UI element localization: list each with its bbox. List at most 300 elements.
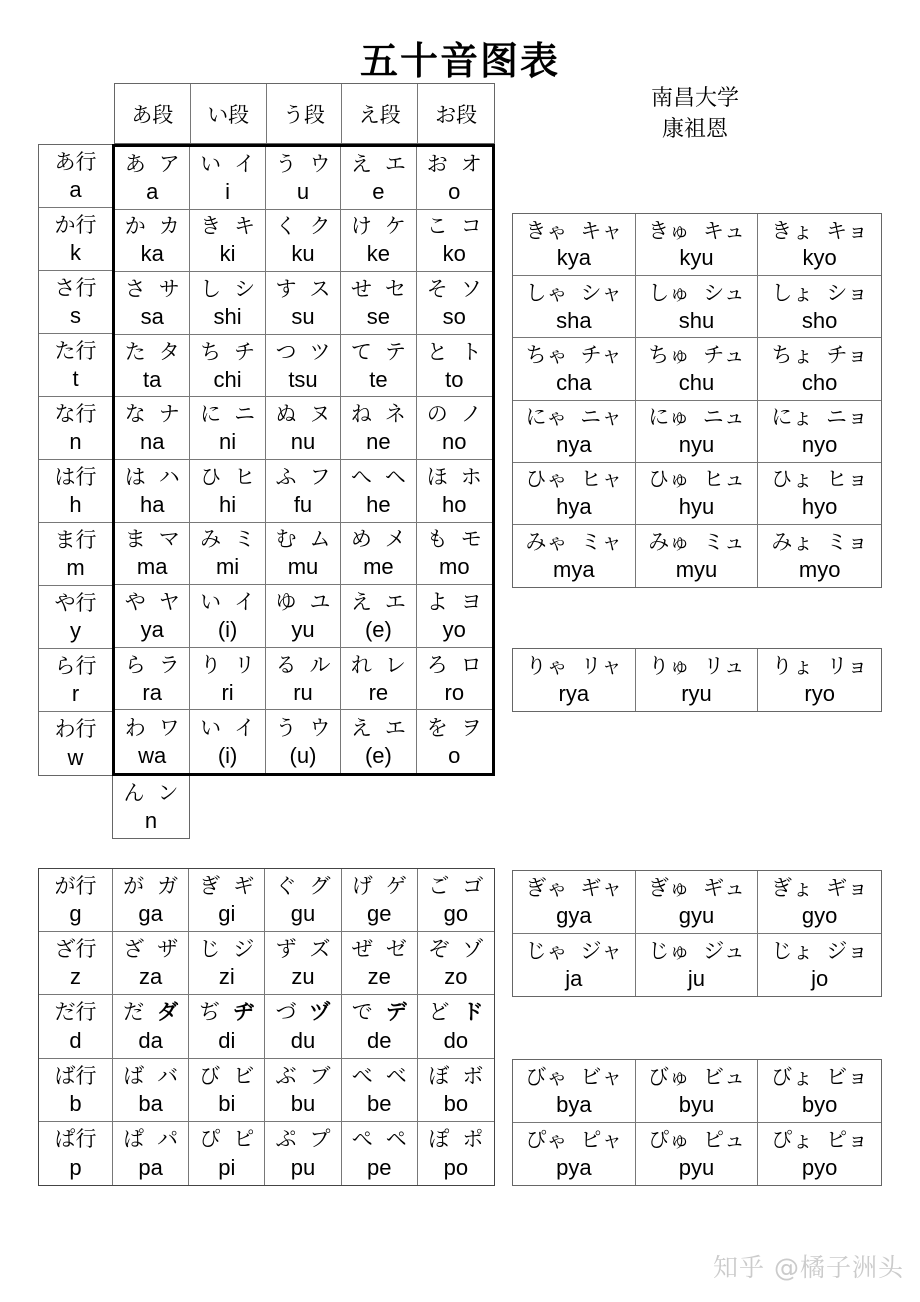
row-header-letter: s bbox=[70, 303, 81, 328]
kana-cell bbox=[758, 1060, 881, 1123]
katakana-glyph: ニ bbox=[234, 402, 256, 427]
hiragana-glyph: わ bbox=[124, 715, 146, 740]
katakana-glyph: ボ bbox=[462, 1063, 484, 1088]
kana-pair bbox=[200, 277, 255, 301]
hiragana-glyph: じゃ bbox=[525, 938, 568, 963]
katakana-glyph: キ bbox=[234, 214, 256, 239]
hiragana-glyph: ぞ bbox=[428, 937, 450, 962]
hiragana-glyph: ちゃ bbox=[525, 343, 568, 368]
romaji-label: ha bbox=[139, 491, 165, 517]
katakana-glyph: ユ bbox=[309, 590, 331, 615]
kana-pair bbox=[275, 340, 330, 364]
main-kana-table bbox=[112, 144, 495, 776]
kana-pair bbox=[648, 343, 744, 367]
katakana-glyph: キュ bbox=[702, 218, 745, 243]
katakana-glyph: ビャ bbox=[580, 1064, 623, 1089]
kana-pair bbox=[352, 1064, 407, 1088]
katakana-glyph: ゲ bbox=[385, 874, 407, 899]
row-header-cell bbox=[39, 586, 112, 649]
kana-cell bbox=[265, 869, 341, 932]
romaji-label: wa bbox=[138, 742, 167, 768]
katakana-glyph: ジ bbox=[233, 937, 255, 962]
kana-pair bbox=[351, 340, 406, 364]
kana-cell bbox=[417, 585, 492, 648]
hiragana-glyph: も bbox=[426, 527, 448, 552]
hiragana-glyph: きょ bbox=[771, 218, 814, 243]
romaji-label: so bbox=[442, 303, 466, 329]
hiragana-glyph: く bbox=[275, 214, 297, 239]
hiragana-glyph: みゃ bbox=[525, 529, 568, 554]
row-header-cell bbox=[39, 649, 112, 712]
kana-pair bbox=[125, 527, 180, 551]
kana-cell bbox=[341, 397, 416, 460]
row-header-letter: w bbox=[67, 744, 84, 770]
kana-pair bbox=[125, 716, 180, 740]
kana-cell bbox=[266, 460, 341, 523]
kana-cell bbox=[758, 934, 881, 997]
row-header-cell bbox=[39, 1059, 113, 1122]
kana-pair bbox=[525, 1065, 622, 1089]
column-header-cell: う段 bbox=[267, 84, 343, 143]
kana-pair bbox=[351, 465, 406, 489]
hiragana-glyph: し bbox=[200, 277, 222, 302]
hiragana-glyph: ひょ bbox=[771, 467, 814, 492]
romaji-label: mya bbox=[553, 556, 595, 582]
kana-pair bbox=[428, 1000, 483, 1024]
p-b-youon-table bbox=[512, 1059, 882, 1186]
hiragana-glyph: ひ bbox=[200, 464, 222, 489]
hiragana-glyph: に bbox=[200, 402, 222, 427]
kana-pair bbox=[275, 465, 330, 489]
katakana-glyph: ニャ bbox=[580, 405, 623, 430]
romaji-label: ku bbox=[291, 241, 315, 267]
romaji-label: hyo bbox=[801, 494, 838, 520]
katakana-glyph: ジュ bbox=[703, 938, 745, 963]
hiragana-glyph: な bbox=[124, 402, 146, 427]
romaji-label: n bbox=[144, 808, 158, 833]
romaji-label: nyu bbox=[678, 431, 715, 457]
romaji-label: ru bbox=[293, 679, 313, 705]
hiragana-glyph: め bbox=[350, 527, 372, 552]
romaji-label: se bbox=[366, 303, 391, 329]
kana-pair bbox=[125, 214, 180, 238]
kana-pair bbox=[275, 937, 330, 961]
hiragana-glyph: みゅ bbox=[648, 529, 691, 554]
kana-cell bbox=[341, 648, 416, 711]
romaji-label: yu bbox=[291, 616, 315, 642]
katakana-glyph: ノ bbox=[460, 402, 482, 427]
kana-pair bbox=[427, 465, 482, 489]
katakana-glyph: ワ bbox=[158, 715, 180, 740]
romaji-label: bu bbox=[290, 1090, 316, 1116]
hiragana-glyph: りょ bbox=[771, 654, 814, 678]
kana-pair bbox=[123, 1064, 178, 1088]
katakana-glyph: ヒャ bbox=[580, 467, 623, 492]
romaji-label: ryu bbox=[681, 681, 712, 706]
hiragana-glyph: こ bbox=[426, 214, 448, 239]
kana-cell bbox=[341, 210, 416, 273]
row-header-cell bbox=[39, 995, 113, 1058]
kana-pair bbox=[200, 340, 255, 364]
katakana-glyph: ウ bbox=[309, 715, 331, 740]
kana-cell bbox=[265, 932, 341, 995]
kana-pair bbox=[771, 1128, 868, 1152]
katakana-glyph: ビュ bbox=[702, 1064, 745, 1089]
katakana-glyph: フ bbox=[309, 464, 331, 489]
kana-cell bbox=[266, 397, 341, 460]
hiragana-glyph: う bbox=[275, 151, 297, 176]
kana-cell bbox=[113, 869, 189, 932]
katakana-glyph: キョ bbox=[826, 218, 869, 243]
katakana-glyph: リャ bbox=[580, 654, 623, 678]
katakana-glyph: ズ bbox=[309, 937, 331, 962]
katakana-glyph: ド bbox=[462, 1000, 484, 1025]
katakana-glyph: ヨ bbox=[460, 590, 482, 615]
voiced-youon-table bbox=[512, 870, 882, 997]
row-header-kana: な行 bbox=[54, 402, 97, 426]
kana-cell bbox=[417, 523, 492, 586]
katakana-glyph: ゾ bbox=[462, 937, 484, 962]
romaji-label: ne bbox=[366, 429, 391, 455]
hiragana-glyph: ぜ bbox=[351, 937, 373, 962]
kana-cell bbox=[418, 932, 494, 995]
kana-cell bbox=[417, 272, 492, 335]
kana-pair bbox=[771, 876, 868, 900]
kana-pair bbox=[526, 405, 623, 429]
kana-cell bbox=[513, 276, 636, 338]
hiragana-glyph: ね bbox=[350, 402, 372, 427]
kana-cell bbox=[513, 934, 636, 997]
kana-pair bbox=[526, 343, 622, 367]
katakana-glyph: ピョ bbox=[826, 1127, 869, 1152]
row-header-letter: m bbox=[66, 555, 85, 580]
kana-pair bbox=[351, 653, 406, 677]
romaji-label: (e) bbox=[364, 742, 392, 768]
katakana-glyph: イ bbox=[234, 151, 256, 176]
kana-cell bbox=[266, 585, 341, 648]
hiragana-glyph: きゅ bbox=[647, 218, 690, 243]
kana-cell bbox=[513, 649, 636, 711]
romaji-label: re bbox=[368, 679, 389, 705]
kana-cell bbox=[190, 648, 265, 711]
hiragana-glyph: ちょ bbox=[771, 343, 814, 368]
kana-cell bbox=[189, 1059, 265, 1122]
kana-cell bbox=[266, 272, 341, 335]
kana-cell bbox=[418, 869, 494, 932]
romaji-label: ma bbox=[136, 554, 168, 580]
katakana-glyph: ピュ bbox=[702, 1127, 745, 1152]
kana-pair bbox=[351, 527, 406, 551]
kana-pair bbox=[124, 781, 179, 805]
kana-pair bbox=[428, 1064, 483, 1088]
hiragana-glyph: え bbox=[350, 590, 372, 615]
kana-pair bbox=[526, 654, 622, 678]
hiragana-glyph: げ bbox=[351, 874, 373, 899]
katakana-glyph: ソ bbox=[460, 277, 482, 302]
hiragana-glyph: ぢ bbox=[199, 1000, 221, 1025]
row-header-cell bbox=[39, 712, 112, 775]
katakana-glyph: サ bbox=[158, 277, 180, 302]
kana-cell bbox=[418, 1122, 494, 1185]
katakana-glyph: エ bbox=[384, 151, 406, 176]
kana-cell bbox=[265, 1059, 341, 1122]
romaji-label: (e) bbox=[364, 616, 392, 642]
hiragana-glyph: が bbox=[123, 874, 145, 899]
kana-cell bbox=[266, 210, 341, 273]
hiragana-glyph: しょ bbox=[771, 280, 814, 305]
katakana-glyph: メ bbox=[384, 527, 406, 552]
kana-pair bbox=[427, 340, 482, 364]
kana-cell bbox=[266, 523, 341, 586]
hiragana-glyph: ゆ bbox=[275, 590, 297, 615]
row-header-kana: や行 bbox=[54, 591, 97, 615]
katakana-glyph: リョ bbox=[826, 654, 868, 678]
hiragana-glyph: ぬ bbox=[275, 402, 297, 427]
kana-pair bbox=[427, 653, 482, 677]
kana-pair bbox=[275, 874, 330, 898]
kana-pair bbox=[200, 653, 255, 677]
hiragana-glyph: みょ bbox=[771, 529, 814, 554]
katakana-glyph: リ bbox=[234, 652, 256, 677]
kana-cell bbox=[113, 776, 189, 838]
row-header-cell bbox=[39, 932, 113, 995]
kana-cell bbox=[636, 1060, 759, 1123]
hiragana-glyph: ま bbox=[124, 527, 146, 552]
kana-cell bbox=[190, 710, 265, 773]
katakana-glyph: チュ bbox=[703, 343, 745, 368]
hiragana-glyph: や bbox=[124, 590, 146, 615]
row-header-cell bbox=[39, 397, 112, 460]
hiragana-glyph: じょ bbox=[771, 938, 814, 963]
hiragana-glyph: しゅ bbox=[648, 280, 691, 305]
kana-cell bbox=[115, 710, 190, 773]
katakana-glyph: ミャ bbox=[580, 529, 623, 554]
hiragana-glyph: ふ bbox=[275, 464, 297, 489]
kana-cell bbox=[266, 710, 341, 773]
kana-cell bbox=[417, 648, 492, 711]
romaji-label: do bbox=[443, 1027, 469, 1053]
kana-cell bbox=[636, 276, 759, 338]
romaji-label: rya bbox=[558, 681, 590, 706]
kana-cell bbox=[341, 335, 416, 398]
kana-cell bbox=[758, 463, 881, 525]
row-header-letter: y bbox=[70, 618, 81, 643]
row-header-cell bbox=[39, 208, 112, 271]
katakana-glyph: ヘ bbox=[384, 464, 406, 489]
kana-pair bbox=[648, 281, 745, 305]
row-header-cell bbox=[39, 869, 113, 932]
hiragana-glyph: す bbox=[275, 277, 297, 302]
romaji-label: be bbox=[366, 1090, 392, 1116]
row-header-kana: わ行 bbox=[54, 717, 97, 742]
katakana-glyph: カ bbox=[158, 214, 180, 239]
kana-cell bbox=[266, 335, 341, 398]
kana-cell bbox=[758, 1123, 881, 1186]
kana-cell bbox=[115, 460, 190, 523]
romaji-label: na bbox=[139, 429, 165, 455]
romaji-label: fu bbox=[293, 491, 313, 517]
kana-pair bbox=[771, 530, 868, 554]
kana-cell bbox=[636, 214, 759, 276]
row-header-cell bbox=[39, 1122, 113, 1185]
kana-cell bbox=[418, 1059, 494, 1122]
hiragana-glyph: りゅ bbox=[648, 654, 691, 678]
katakana-glyph: テ bbox=[384, 339, 406, 364]
romaji-label: o bbox=[448, 178, 461, 204]
kana-pair bbox=[275, 1127, 330, 1151]
row-header-kana: あ行 bbox=[54, 150, 97, 174]
kana-pair bbox=[275, 152, 330, 176]
row-header-letter: p bbox=[69, 1154, 82, 1180]
hiragana-glyph: ろ bbox=[426, 652, 448, 677]
youon-table bbox=[512, 213, 882, 588]
katakana-glyph: ヲ bbox=[460, 715, 482, 740]
romaji-label: ke bbox=[366, 241, 391, 267]
kana-pair bbox=[275, 716, 330, 740]
hiragana-glyph: む bbox=[275, 527, 297, 552]
row-header-kana: さ行 bbox=[54, 276, 97, 300]
romaji-label: gyu bbox=[678, 902, 715, 928]
katakana-glyph: ネ bbox=[384, 402, 406, 427]
subtitle-block bbox=[560, 83, 830, 145]
kana-pair bbox=[123, 937, 178, 961]
hiragana-glyph: ひゅ bbox=[647, 467, 690, 492]
hiragana-glyph: ぷ bbox=[275, 1127, 297, 1152]
romaji-label: ga bbox=[138, 901, 163, 927]
romaji-label: ni bbox=[219, 429, 237, 455]
hiragana-glyph: ぎゃ bbox=[525, 875, 568, 900]
hiragana-glyph: ほ bbox=[426, 464, 448, 489]
katakana-glyph: ショ bbox=[826, 280, 868, 305]
romaji-label: du bbox=[290, 1027, 316, 1053]
kana-cell bbox=[636, 338, 759, 400]
katakana-glyph: シャ bbox=[580, 280, 623, 305]
row-header-kana: ぱ行 bbox=[54, 1127, 97, 1152]
kana-pair bbox=[771, 219, 868, 243]
katakana-glyph: ラ bbox=[158, 652, 180, 677]
romaji-label: cho bbox=[801, 369, 838, 395]
kana-pair bbox=[351, 277, 406, 301]
hiragana-glyph: ひゃ bbox=[525, 467, 568, 492]
kana-cell bbox=[513, 1123, 636, 1186]
hiragana-glyph: ぴ bbox=[199, 1127, 221, 1152]
hiragana-glyph: れ bbox=[350, 652, 372, 677]
kana-pair bbox=[427, 152, 482, 176]
romaji-label: ri bbox=[221, 679, 234, 705]
kana-pair bbox=[351, 402, 406, 426]
katakana-glyph: ピャ bbox=[580, 1127, 623, 1152]
kana-pair bbox=[771, 405, 868, 429]
kana-pair bbox=[771, 654, 867, 678]
katakana-glyph: ヂ bbox=[233, 1000, 255, 1025]
kana-cell bbox=[636, 1123, 759, 1186]
kana-pair bbox=[125, 465, 180, 489]
romaji-label: bo bbox=[443, 1090, 469, 1116]
kana-pair bbox=[352, 937, 407, 961]
romaji-label: ra bbox=[142, 679, 162, 705]
romaji-label: ge bbox=[366, 901, 392, 927]
kana-cell bbox=[342, 932, 418, 995]
hiragana-glyph: か bbox=[124, 214, 146, 239]
kana-cell bbox=[636, 649, 759, 711]
kana-cell bbox=[636, 463, 759, 525]
romaji-label: pu bbox=[290, 1154, 316, 1180]
kana-cell bbox=[115, 210, 190, 273]
kana-pair bbox=[125, 653, 180, 677]
hiragana-glyph: ぺ bbox=[351, 1127, 373, 1152]
kana-pair bbox=[200, 214, 255, 238]
hiragana-glyph: ぽ bbox=[428, 1127, 450, 1152]
romaji-label: nya bbox=[556, 431, 592, 457]
romaji-label: ryo bbox=[804, 681, 835, 706]
kana-cell bbox=[115, 397, 190, 460]
hiragana-glyph: つ bbox=[275, 339, 297, 364]
kana-pair bbox=[199, 1064, 254, 1088]
romaji-label: sa bbox=[140, 303, 164, 329]
kana-pair bbox=[771, 343, 867, 367]
kana-cell bbox=[758, 338, 881, 400]
romaji-label: de bbox=[366, 1027, 392, 1053]
katakana-glyph: マ bbox=[158, 527, 180, 552]
katakana-glyph: チョ bbox=[826, 343, 868, 368]
katakana-glyph: ル bbox=[309, 652, 331, 677]
kana-pair bbox=[428, 874, 483, 898]
row-header-kana: た行 bbox=[54, 339, 97, 363]
katakana-glyph: ビ bbox=[233, 1063, 255, 1088]
katakana-glyph: ヤ bbox=[158, 590, 180, 615]
romaji-label: hi bbox=[219, 491, 237, 517]
hiragana-glyph: ぎゅ bbox=[647, 875, 690, 900]
romaji-label: jo bbox=[811, 965, 829, 991]
kana-cell bbox=[113, 995, 189, 1058]
row-header-kana: は行 bbox=[54, 465, 97, 489]
kana-pair bbox=[200, 716, 255, 740]
katakana-glyph: ハ bbox=[158, 464, 180, 489]
row-header-kana: ば行 bbox=[54, 1063, 97, 1088]
romaji-label: nyo bbox=[801, 431, 838, 457]
hiragana-glyph: き bbox=[200, 214, 222, 239]
katakana-glyph: ス bbox=[309, 277, 331, 302]
kana-pair bbox=[526, 939, 623, 963]
katakana-glyph: エ bbox=[384, 590, 406, 615]
katakana-glyph: ニョ bbox=[825, 405, 868, 430]
kana-cell bbox=[513, 525, 636, 587]
hiragana-glyph: ぴゃ bbox=[525, 1127, 568, 1152]
katakana-glyph: バ bbox=[157, 1063, 179, 1088]
romaji-label: bi bbox=[218, 1090, 236, 1116]
kana-cell bbox=[265, 1122, 341, 1185]
katakana-glyph: ミョ bbox=[826, 529, 868, 554]
hiragana-glyph: びょ bbox=[771, 1064, 814, 1089]
kana-cell bbox=[513, 871, 636, 934]
katakana-glyph: タ bbox=[158, 339, 180, 364]
n-syllable-cell bbox=[112, 776, 190, 839]
katakana-glyph: セ bbox=[384, 277, 406, 302]
row-header-letter: r bbox=[71, 681, 80, 706]
romaji-label: byo bbox=[801, 1091, 838, 1117]
kana-cell bbox=[190, 272, 265, 335]
hiragana-glyph: にょ bbox=[771, 405, 813, 430]
kana-pair bbox=[200, 527, 255, 551]
hiragana-glyph: た bbox=[124, 339, 146, 364]
katakana-glyph: ピ bbox=[233, 1127, 255, 1152]
romaji-label: ki bbox=[219, 241, 236, 267]
katakana-glyph: リュ bbox=[703, 654, 745, 678]
kana-pair bbox=[771, 1065, 868, 1089]
hiragana-glyph: しゃ bbox=[525, 280, 568, 305]
column-header-cell: い段 bbox=[191, 84, 267, 143]
row-header-letter: t bbox=[72, 366, 79, 391]
